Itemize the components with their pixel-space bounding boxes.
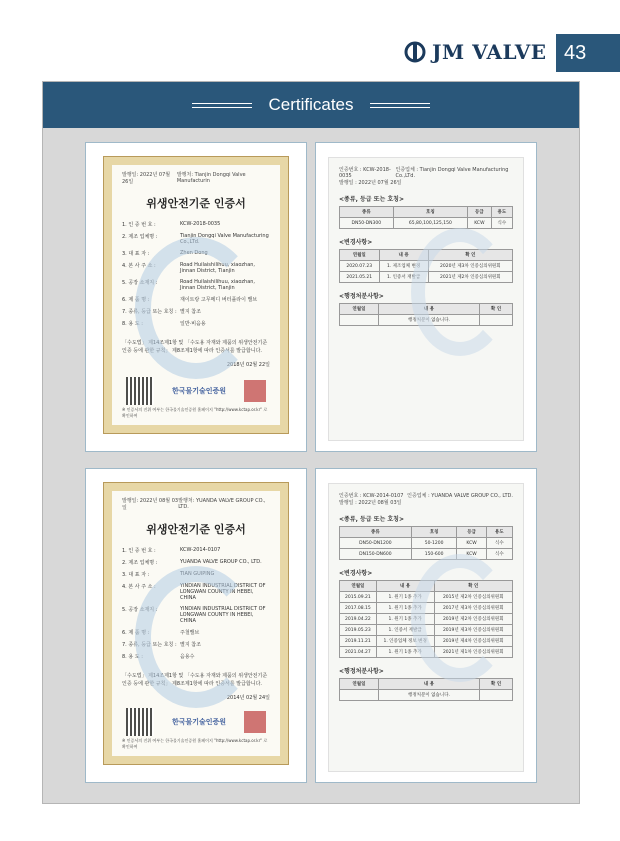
field-value: 음용수	[180, 654, 195, 660]
cert-title: 위생안전기준 인증서	[146, 523, 246, 536]
field-value: Tianjin Dongqi Valve Manufacturing Co.,LTd.	[180, 233, 269, 245]
table-header-cell: 호칭	[393, 207, 467, 218]
cert-footnote: ※ 인증서의 진위 여부는 한국물기술인증원 홈페이지 "http://www.kctap.or.kr" 로 확인하여	[122, 407, 268, 418]
field-label: 7. 종류, 등급 또는 호칭 :	[122, 642, 177, 648]
table-cell: 1. 원기 1종 추가	[376, 603, 434, 614]
table-cell: 행정처분이 없습니다.	[378, 690, 479, 701]
org-name: 한국물기술인증원	[171, 718, 227, 726]
table-cell: 2017.08.15	[340, 603, 377, 614]
section-types: <종류, 등급 또는 호칭>	[339, 516, 404, 523]
banner-title: Certificates	[268, 95, 354, 114]
types-table	[339, 206, 513, 229]
table-header-cell: 확 인	[434, 581, 512, 592]
table-cell: 1. 원기 1종 추가	[376, 647, 434, 658]
field-value: 재이트랑 고무메디 버터플라이 밸브	[180, 297, 258, 303]
table-cell	[480, 690, 513, 701]
official-seal	[244, 380, 266, 402]
cert-footnote: ※ 인증서의 진위 여부는 한국물기술인증원 홈페이지 "http://www.kctap.or.kr" 로 확인하여	[122, 738, 268, 749]
cert-paragraph: 「수도법」 제14조제1항 및 「수도용 자재와 제품의 위생안전기준 인증 등에 관한 규칙」 제8조제1항에 따라 인증서를 발급합니다.	[122, 340, 268, 354]
banner-left-lines	[192, 103, 252, 108]
table-cell: 2019.04.22	[340, 614, 377, 625]
section-changes: <변경사항>	[339, 570, 373, 577]
table-cell: KCW	[457, 549, 486, 560]
table-header-cell: 연월일	[340, 581, 377, 592]
table-row	[340, 538, 513, 549]
certificate-frame-4	[315, 468, 537, 783]
field-label: 7. 종류, 등급 또는 호칭 :	[122, 309, 177, 315]
field-label: 8. 용 도 :	[122, 321, 143, 327]
cert-number: 인증번호 : KCW-2018-0035	[339, 167, 391, 179]
field-value: YINDIAN INDUSTRIAL DISTRICT OF LONGWAN COUNTY IN HEBEI, CHINA	[180, 583, 266, 601]
table-cell: 50-1200	[411, 538, 457, 549]
table-cell: 65,80,100,125,150	[393, 218, 467, 229]
field-label: 2. 제조 업체명 :	[122, 234, 158, 240]
table-row	[340, 690, 513, 701]
field-value: KCW-2018-0035	[180, 221, 221, 227]
banner-right-lines	[370, 103, 430, 108]
official-seal	[244, 711, 266, 733]
qr-code	[126, 377, 154, 405]
table-header-cell: 내 용	[378, 679, 479, 690]
cert-paragraph: 「수도법」 제14조제1항 및 「수도용 자재와 제품의 위생안전기준 인증 등에 관한 규칙」 제8조제1항에 따라 인증서를 발급합니다.	[122, 673, 268, 687]
certificate-1	[104, 157, 288, 433]
table-cell: 1. 제조업체 변경	[379, 261, 428, 272]
table-cell	[340, 690, 379, 701]
qr-code	[126, 708, 154, 736]
certificates-banner	[43, 82, 579, 128]
certificate-3	[104, 483, 288, 764]
table-header-cell: 확 인	[480, 304, 513, 315]
table-header-cell: 호칭	[411, 527, 457, 538]
table-row	[340, 549, 513, 560]
field-label: 3. 대 표 자 :	[122, 251, 150, 257]
certificate-frame-1	[85, 142, 307, 452]
table-header-cell: 확 인	[428, 250, 512, 261]
table-header-cell: 등급	[468, 207, 492, 218]
issuer: 발행처: YUANDA VALVE GROUP CO., LTD.	[178, 498, 266, 510]
section-types: <종류, 등급 또는 호칭>	[339, 196, 404, 203]
table-header-cell: 등급	[457, 527, 486, 538]
table-cell: 1. 원기 1종 추가	[376, 614, 434, 625]
table-header-cell: 용도	[491, 207, 512, 218]
table-cell: KCW	[468, 218, 492, 229]
field-value: KCW-2014-0107	[180, 547, 221, 553]
issuer: 발행처: Tianjin Dongqi Valve Manufacturin	[176, 172, 246, 184]
field-value: YINDIAN INDUSTRIAL DISTRICT OF LONGWAN COUNTY IN HEBEI, CHINA	[180, 606, 266, 624]
watermark-logo	[135, 237, 257, 379]
cert-field	[122, 547, 270, 554]
field-label: 5. 공장 소재지 :	[122, 607, 158, 613]
table-header-cell: 연월일	[340, 679, 379, 690]
table-header-cell: 종류	[340, 527, 412, 538]
certificates-panel	[42, 81, 580, 804]
certificate-frame-3	[85, 468, 307, 783]
table-header-cell: 내 용	[379, 250, 428, 261]
field-value: Zhen Dong	[180, 250, 208, 256]
section-admin: <행정처분사항>	[339, 668, 384, 675]
admin-table	[339, 678, 513, 701]
table-cell: 1. 인증업체 정보 변경	[376, 636, 434, 647]
section-admin: <행정처분사항>	[339, 293, 384, 300]
annex-date: 발행일 : 2022년 08월 03일	[339, 500, 402, 506]
cert-date: 2018년 02월 22일	[226, 362, 270, 368]
table-header-cell: 연월일	[340, 250, 380, 261]
table-cell: 2015년 제2차 인증심의위원회	[434, 592, 512, 603]
table-cell: 2021년 제1차 인증심의위원회	[434, 647, 512, 658]
table-cell: DN150-DN600	[340, 549, 412, 560]
field-value: 일반·비음용	[180, 321, 206, 327]
field-value: Road Huilaishilihuu, xiaozhan, Jinnan District, Tianjin	[180, 262, 256, 274]
watermark-logo	[411, 554, 509, 682]
table-cell: 식수	[486, 549, 512, 560]
cert-date: 2014년 02월 24일	[226, 695, 270, 701]
table-cell: 2021년 제2차 인증심의위원회	[428, 272, 512, 283]
annex-meta	[339, 166, 513, 179]
cert-meta	[122, 497, 270, 511]
brand-logo	[404, 40, 547, 64]
table-row	[340, 218, 513, 229]
field-label: 4. 본 사 주 소 :	[122, 263, 156, 269]
field-label: 6. 제 품 명 :	[122, 297, 150, 303]
table-cell: 2019.05.23	[340, 625, 377, 636]
table-cell: 2020.07.23	[340, 261, 380, 272]
certificate-2-annex	[328, 157, 524, 441]
jm-logo-icon	[404, 41, 426, 63]
watermark-logo	[135, 566, 257, 708]
field-value: Road Huilaishilihuu, xiaozhan, Jinnan District, Tianjin	[180, 279, 256, 291]
table-header-cell: 내 용	[378, 304, 479, 315]
table-header-row	[340, 527, 513, 538]
table-cell: 2017년 제3차 인증심의위원회	[434, 603, 512, 614]
field-label: 5. 공장 소재지 :	[122, 280, 158, 286]
table-cell: KCW	[457, 538, 486, 549]
field-value: TIAN GUIPING	[180, 571, 215, 577]
cert-field	[122, 221, 270, 228]
annex-date: 발행일 : 2022년 07월 26일	[339, 180, 402, 186]
table-cell: 2020년 제3차 인증심의위원회	[428, 261, 512, 272]
cert-title: 위생안전기준 인증서	[146, 197, 246, 210]
table-cell: 2015.09.21	[340, 592, 377, 603]
cert-footer	[126, 708, 266, 736]
field-label: 2. 제조 업체명 :	[122, 560, 158, 566]
cert-company: 인증업체 : Tianjin Dongqi Valve Manufacturing Co.,LTd.	[395, 167, 509, 179]
table-cell: DN50-DN300	[340, 218, 394, 229]
table-header-row	[340, 207, 513, 218]
field-value: 주철밸브	[180, 630, 200, 636]
cert-footer	[126, 377, 266, 405]
issue-date: 발행일: 2022년 08월 03일	[122, 498, 179, 511]
field-label: 4. 본 사 주 소 :	[122, 584, 156, 590]
table-cell: 1. 인증서 재발급	[379, 272, 428, 283]
table-cell: 2019년 제3차 인증심의위원회	[434, 625, 512, 636]
section-changes: <변경사항>	[339, 239, 373, 246]
table-cell: 2019년 제2차 인증심의위원회	[434, 614, 512, 625]
table-cell: 식수	[486, 538, 512, 549]
table-header-cell: 연월일	[340, 304, 379, 315]
table-cell: 2021.05.21	[340, 272, 380, 283]
annex-meta	[339, 492, 513, 499]
table-cell: DN50-DN1200	[340, 538, 412, 549]
table-header-cell: 확 인	[480, 679, 513, 690]
table-header-cell: 종류	[340, 207, 394, 218]
field-label: 1. 인 증 번 호 :	[122, 222, 156, 228]
issue-date: 발행일: 2022년 07월 26일	[122, 172, 171, 185]
field-label: 1. 인 증 번 호 :	[122, 548, 156, 554]
table-cell	[340, 315, 379, 326]
cert-number: 인증번호 : KCW-2014-0107	[339, 493, 404, 499]
table-cell: 2021.04.27	[340, 647, 377, 658]
watermark-logo	[411, 228, 509, 356]
table-header-row	[340, 679, 513, 690]
table-cell: 2019년 제4차 인증심의위원회	[434, 636, 512, 647]
annex-meta-2	[339, 499, 513, 506]
table-header-cell: 내 용	[376, 581, 434, 592]
org-name: 한국물기술인증원	[171, 387, 227, 395]
page-number: 43	[556, 34, 620, 72]
table-cell: 150-600	[411, 549, 457, 560]
field-label: 6. 제 품 명 :	[122, 630, 150, 636]
table-cell: 1. 원기 1종 추가	[376, 592, 434, 603]
table-cell: 식수	[491, 218, 512, 229]
brand-name: JM VALVE	[432, 40, 547, 64]
field-value: 별지 참조	[180, 309, 201, 315]
types-table	[339, 526, 513, 560]
cert-meta	[122, 171, 270, 185]
certificate-frame-2	[315, 142, 537, 452]
field-value: 별지 참조	[180, 642, 201, 648]
certificate-4-annex	[328, 483, 524, 772]
table-cell: 행정처분이 없습니다.	[378, 315, 479, 326]
annex-meta-2	[339, 179, 513, 186]
table-cell: 2019.11.21	[340, 636, 377, 647]
field-label: 8. 용 도 :	[122, 654, 143, 660]
field-label: 3. 대 표 자 :	[122, 572, 150, 578]
field-value: YUANDA VALVE GROUP CO., LTD.	[180, 559, 262, 565]
cert-company: 인증업체 : YUANDA VALVE GROUP CO., LTD.	[407, 493, 513, 499]
table-header-cell: 용도	[486, 527, 512, 538]
table-cell: 1. 인증서 재발급	[376, 625, 434, 636]
